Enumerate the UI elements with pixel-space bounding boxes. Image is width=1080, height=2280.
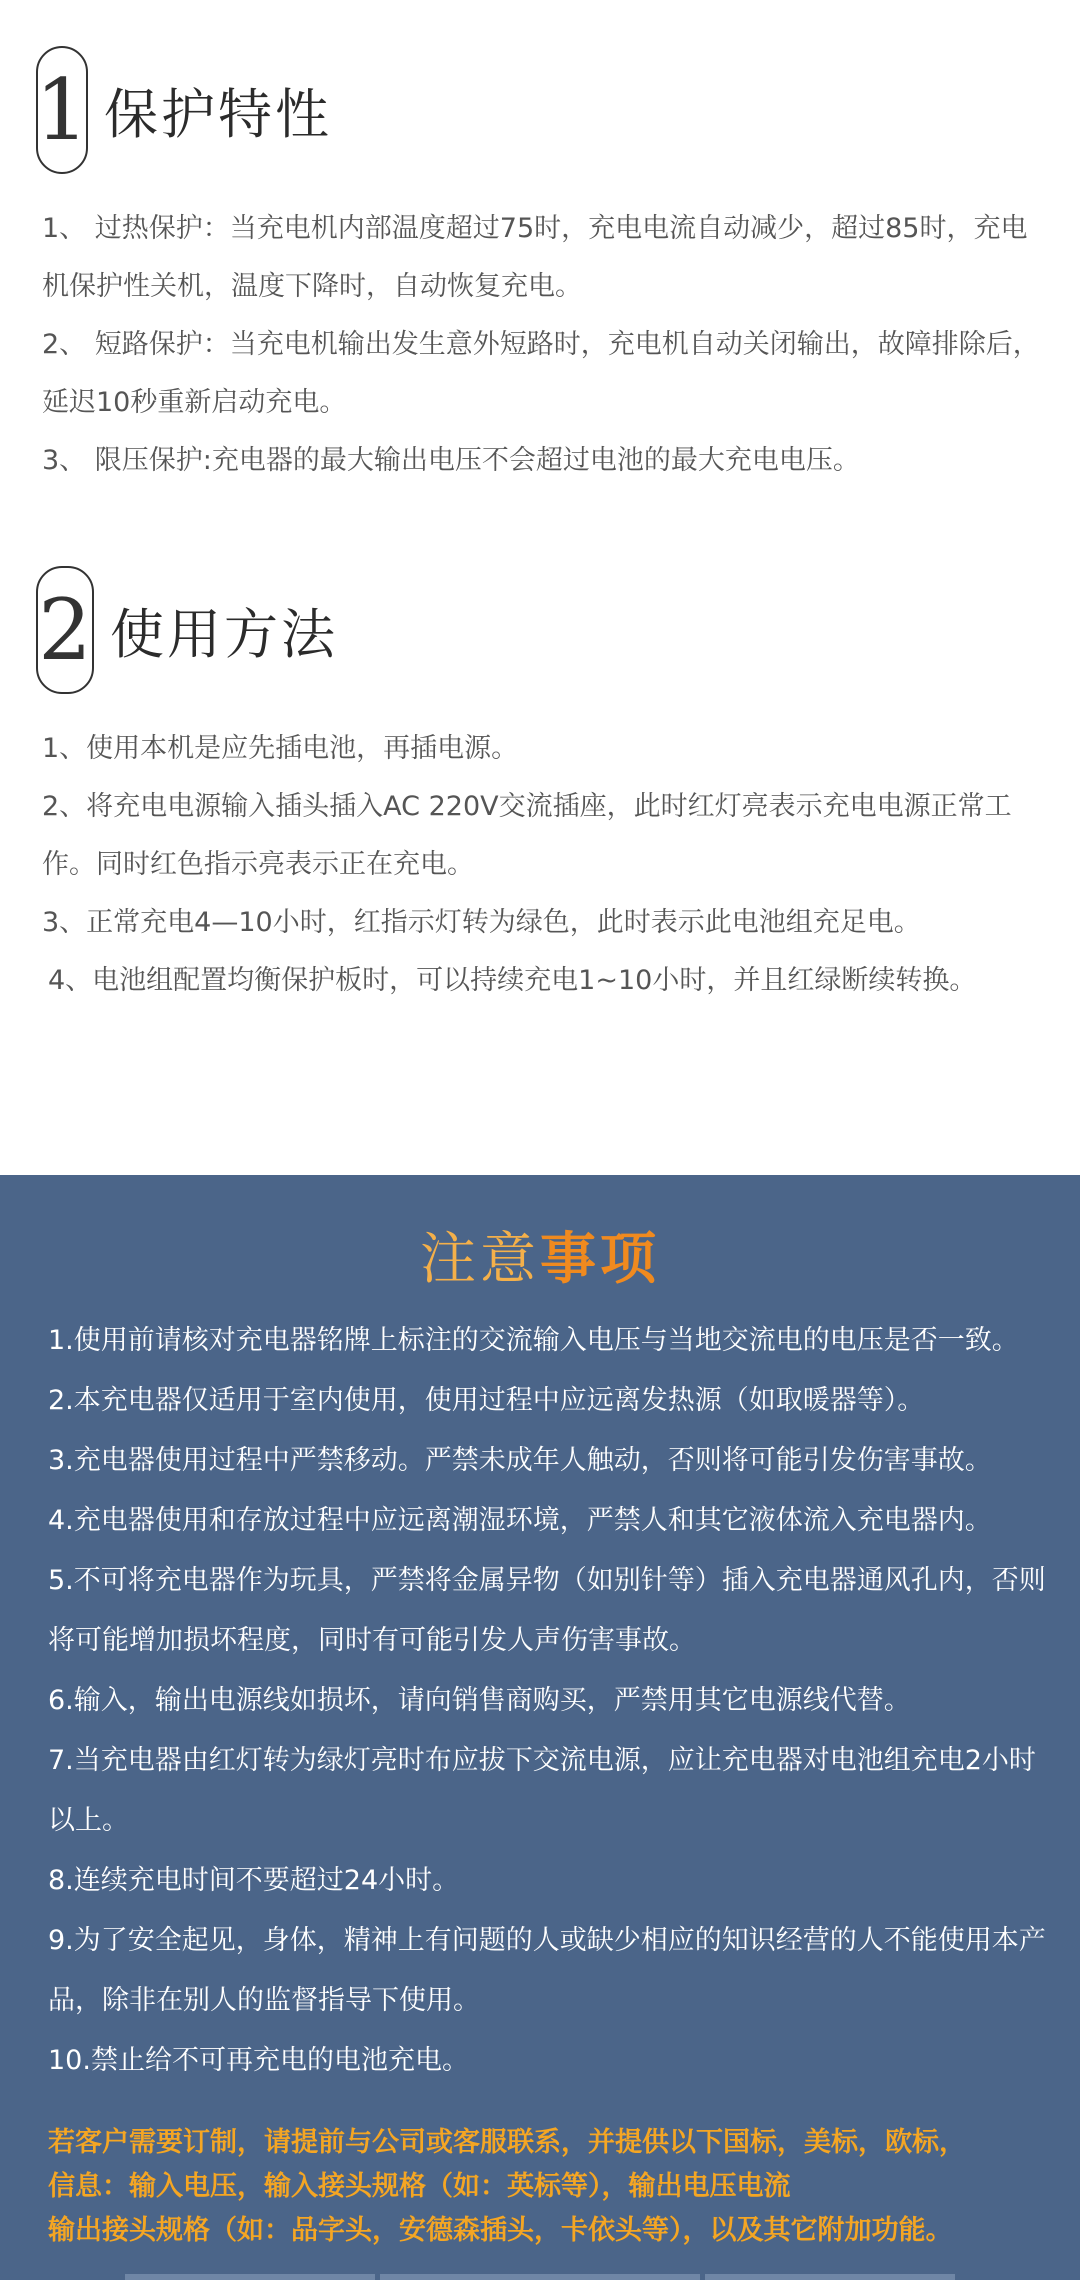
paragraph: 3、 限压保护:充电器的最大输出电压不会超过电池的最大充电电压。	[42, 445, 860, 476]
customization-note	[48, 2121, 1048, 2253]
usage-text	[42, 720, 1052, 1010]
notice-item: 2.本充电器仅适用于室内使用，使用过程中应远离发热源（如取暖器等）。	[48, 1385, 925, 1416]
section-number-badge: 1	[36, 46, 88, 174]
paragraph: 1、使用本机是应先插电池，再插电源。	[42, 733, 519, 764]
notice-item: 5.不可将充电器作为玩具，严禁将金属异物（如别针等）插入充电器通风孔内，否则将可能增加损坏程度，同时有可能引发人声伤害事故。	[48, 1565, 1046, 1656]
custom-line: 信息：输入电压，输入接头规格（如：英标等），输出电压电流	[48, 2171, 791, 2202]
notice-item: 4.充电器使用和存放过程中应远离潮湿环境，严禁人和其它液体流入充电器内。	[48, 1505, 992, 1536]
notice-item: 10.禁止给不可再充电的电池充电。	[48, 2045, 469, 2076]
bottom-decoration	[0, 2272, 1080, 2280]
notice-item: 7.当充电器由红灯转为绿灯亮时布应拔下交流电源，应让充电器对电池组充电2小时以上。	[48, 1745, 1036, 1836]
section-title: 使用方法	[110, 602, 338, 666]
section-number-badge: 2	[36, 566, 94, 694]
custom-line: 若客户需要订制，请提前与公司或客服联系，并提供以下国标，美标，欧标，	[48, 2127, 966, 2158]
paragraph: 2、 短路保护：当充电机输出发生意外短路时，充电机自动关闭输出，故障排除后，延迟10秒重新启动充电。	[42, 329, 1040, 418]
notice-item: 3.充电器使用过程中严禁移动。严禁未成年人触动，否则将可能引发伤害事故。	[48, 1445, 992, 1476]
notice-title-part1: 注意	[420, 1227, 540, 1292]
paragraph: 4、电池组配置均衡保护板时，可以持续充电1~10小时，并且红绿断续转换。	[48, 965, 977, 996]
section-title: 保护特性	[104, 82, 332, 146]
notice-title	[0, 1215, 1080, 1295]
notice-section	[0, 1175, 1080, 2280]
notice-item: 8.连续充电时间不要超过24小时。	[48, 1865, 460, 1896]
notice-list	[48, 1311, 1046, 2091]
notice-item: 6.输入，输出电源线如损坏，请向销售商购买，严禁用其它电源线代替。	[48, 1685, 911, 1716]
notice-title-part2: 事项	[540, 1227, 660, 1292]
paragraph: 3、正常充电4—10小时，红指示灯转为绿色，此时表示此电池组充足电。	[42, 907, 921, 938]
paragraph: 1、 过热保护：当充电机内部温度超过75时，充电电流自动减少，超过85时，充电机保护性关机，温度下降时，自动恢复充电。	[42, 213, 1028, 302]
protection-heading	[36, 46, 332, 174]
protection-text	[42, 200, 1052, 490]
notice-item: 9.为了安全起见，身体，精神上有问题的人或缺少相应的知识经营的人不能使用本产品，除非在别人的监督指导下使用。	[48, 1925, 1046, 2016]
notice-item: 1.使用前请核对充电器铭牌上标注的交流输入电压与当地交流电的电压是否一致。	[48, 1325, 1019, 1356]
paragraph: 2、将充电电源输入插头插入AC 220V交流插座，此时红灯亮表示充电电源正常工作。同时红色指示亮表示正在充电。	[42, 791, 1012, 880]
custom-line: 输出接头规格（如：品字头，安德森插头，卡依头等），以及其它附加功能。	[48, 2215, 953, 2246]
usage-heading	[36, 566, 338, 694]
